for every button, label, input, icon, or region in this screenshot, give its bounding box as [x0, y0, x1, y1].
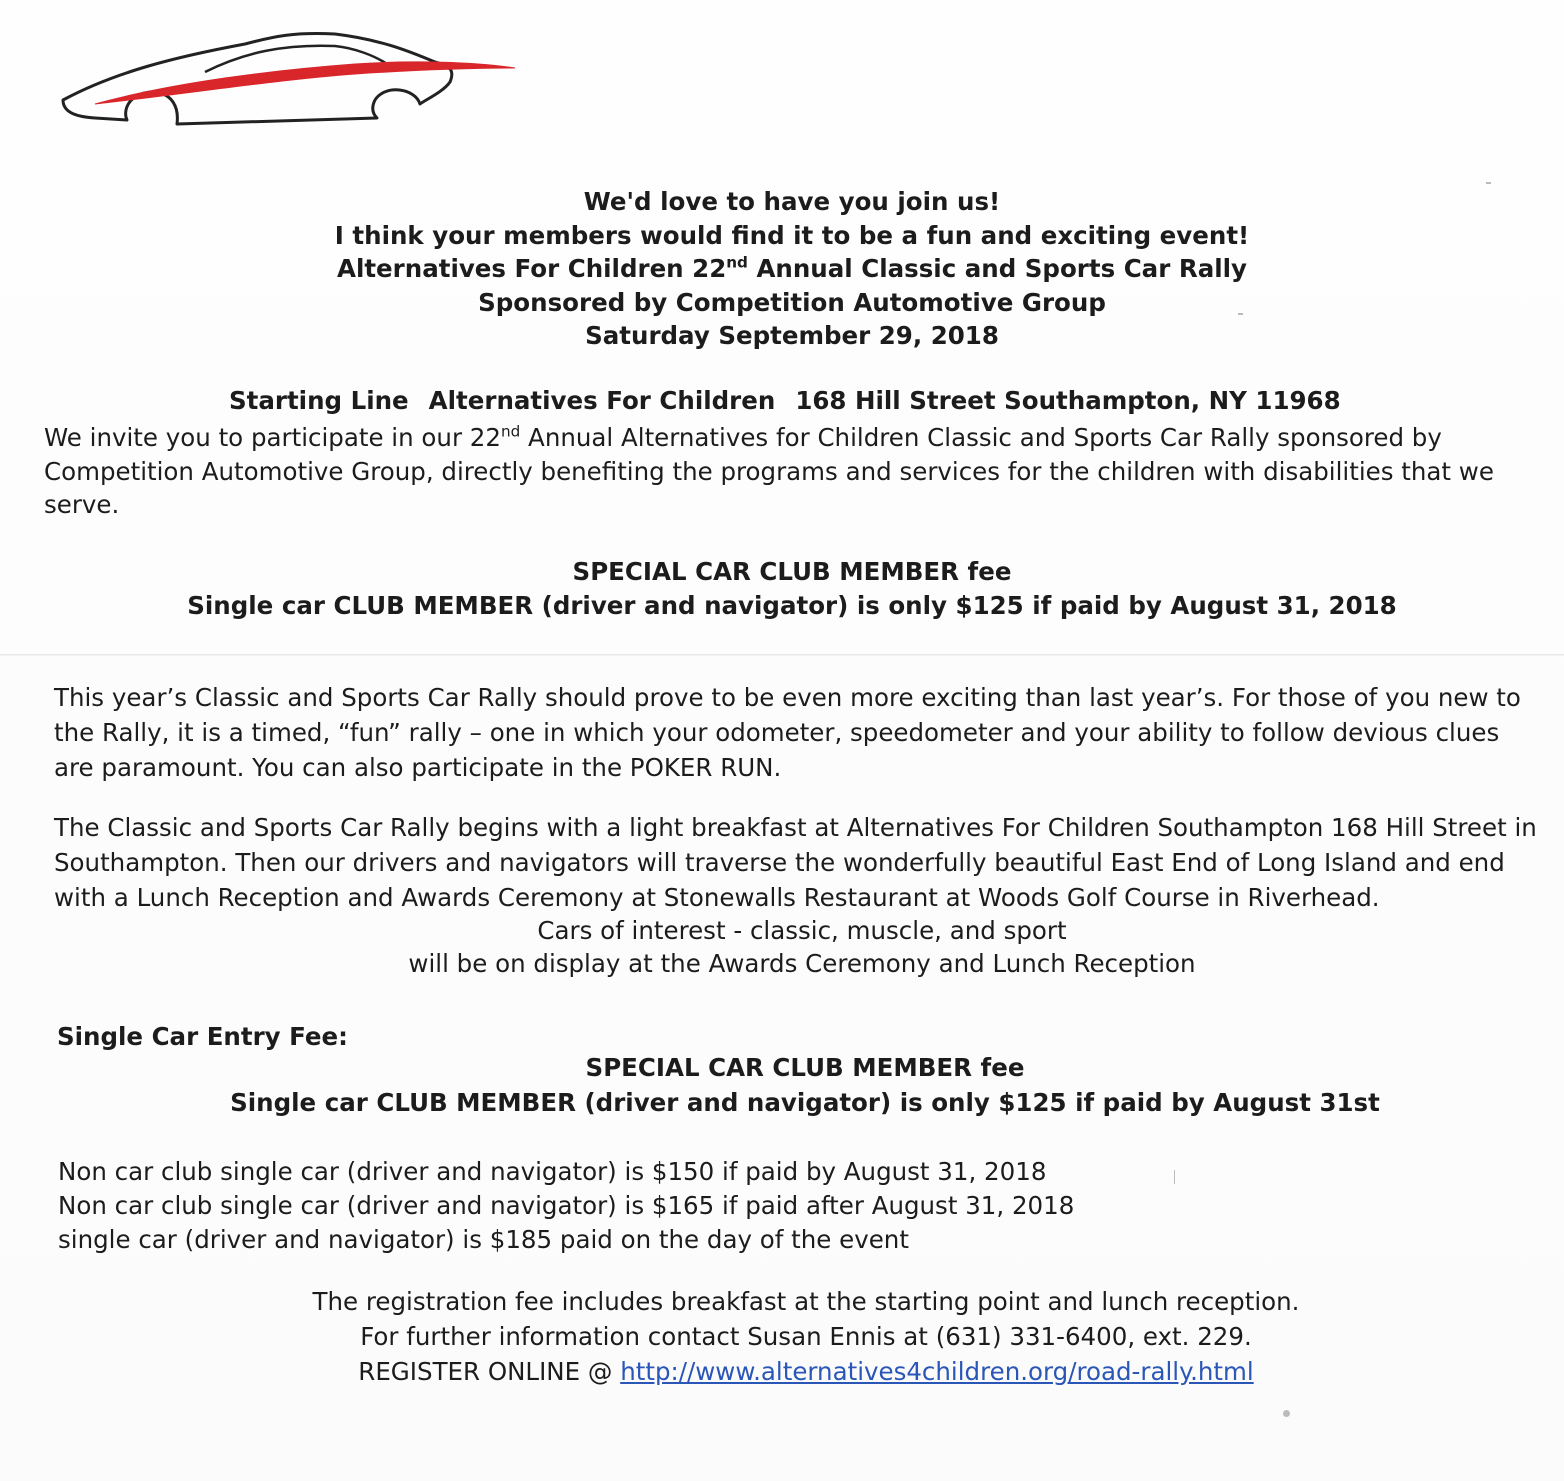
car-display-line-1: Cars of interest - classic, muscle, and sport [537, 916, 1067, 945]
footer-register [0, 1354, 1564, 1389]
scan-speck [1486, 182, 1491, 184]
invitation-header [0, 185, 1564, 353]
scan-speck [1238, 313, 1243, 315]
entry-fee-heading: Single Car Entry Fee: [57, 1022, 348, 1051]
scan-speck [1174, 1170, 1175, 1184]
entry-special-fee-detail: Single car CLUB MEMBER (driver and navigator) is only $125 if paid by August 31st [230, 1088, 1380, 1117]
special-fee-title: SPECIAL CAR CLUB MEMBER fee [572, 557, 1012, 586]
page-fold-line [0, 654, 1564, 656]
fee-item: Non car club single car (driver and navigator) is $165 if paid after August 31, 2018 [58, 1191, 1075, 1220]
starting-line-org: Alternatives For Children [428, 386, 776, 415]
register-online-label: REGISTER ONLINE @ [358, 1357, 621, 1386]
footer-fee-includes: The registration fee includes breakfast at the starting point and lunch reception. [312, 1287, 1300, 1316]
car-red-swoosh [95, 62, 515, 104]
car-display-note [0, 914, 1564, 980]
starting-line [229, 386, 1361, 415]
special-fee-detail: Single car CLUB MEMBER (driver and navigator) is only $125 if paid by August 31, 2018 [187, 590, 1397, 620]
footer-contact: For further information contact Susan Ennis at (631) 331-6400, ext. 229. [360, 1322, 1252, 1351]
header-line-welcome: We'd love to have you join us! [583, 187, 1001, 216]
header-line-sponsor: Sponsored by Competition Automotive Group [478, 287, 1106, 317]
entry-special-fee-title: SPECIAL CAR CLUB MEMBER fee [585, 1053, 1025, 1082]
starting-line-address: 168 Hill Street Southampton, NY 11968 [795, 386, 1341, 415]
register-online-link[interactable]: http://www.alternatives4children.org/road-rally.html [620, 1357, 1254, 1386]
rally-description-paragraph: This year’s Classic and Sports Car Rally should prove to be even more exciting than last year’s. For those of you new to the Rally, it is a timed, “fun” rally – one in which your odometer, speedometer and your ability to follow devious clues are paramount. You can also participate in the POKER RUN. [54, 683, 1521, 782]
car-display-line-2: will be on display at the Awards Ceremony and Lunch Reception [408, 949, 1196, 978]
starting-line-label: Starting Line [229, 386, 409, 415]
fee-list [58, 1155, 1074, 1257]
header-line-event-title: Alternatives For Children 22nd Annual Classic and Sports Car Rally [336, 253, 1247, 283]
entry-special-fee-block [0, 1050, 1564, 1120]
scan-speck [1283, 1410, 1290, 1417]
header-line-date: Saturday September 29, 2018 [585, 321, 999, 350]
fee-item: Non car club single car (driver and navigator) is $150 if paid by August 31, 2018 [58, 1157, 1047, 1186]
rally-route-paragraph: The Classic and Sports Car Rally begins with a light breakfast at Alternatives For Children Southampton 168 Hill Street in Southampton. Then our drivers and navigators will traverse the wonderfully beautiful East End of Long Island and end with a Lunch Reception and Awards Ceremony at Stonewalls Restaurant at Woods Golf Course in Riverhead. [54, 813, 1537, 912]
intro-paragraph: We invite you to participate in our 22nd Annual Alternatives for Children Classic and Sports Car Rally sponsored by Competition Automotive Group, directly benefiting the programs and services for the children with disabilities that we serve. [44, 422, 1494, 519]
fee-item: single car (driver and navigator) is $185 paid on the day of the event [58, 1225, 909, 1254]
registration-footer [0, 1284, 1564, 1389]
special-fee-block [0, 555, 1564, 622]
sports-car-logo [55, 22, 525, 137]
header-line-members: I think your members would find it to be a fun and exciting event! [334, 220, 1250, 250]
